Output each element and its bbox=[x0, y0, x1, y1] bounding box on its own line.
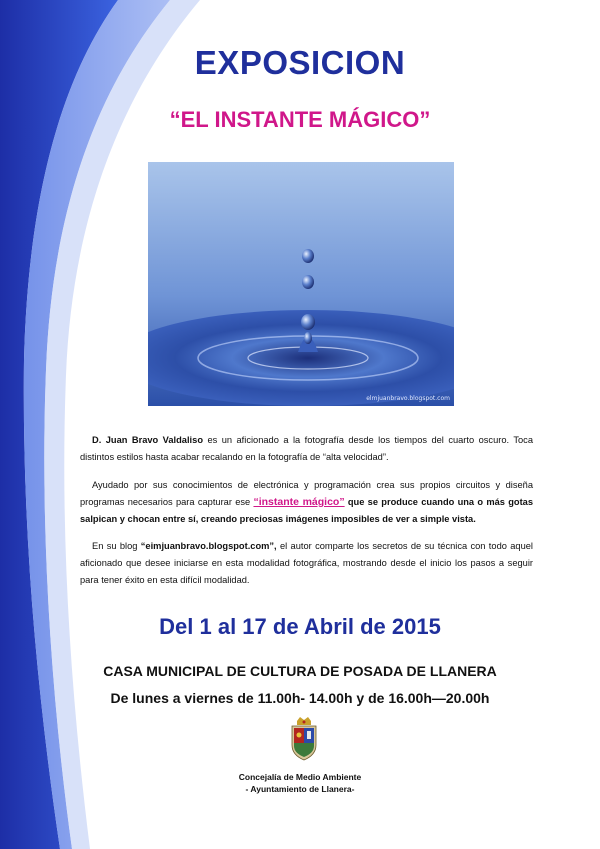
paragraph-3-text-end: el autor comparte los secretos de su técnica con todo aquel aficionado que desee iniciarse en esta modalidad fotográfica, mostrando desde el inicio los pasos a seguir para tener éxito en esta difícil modalidad. bbox=[80, 541, 533, 585]
description-paragraph-2 bbox=[80, 477, 533, 528]
paragraph-3-text: En su blog bbox=[92, 541, 141, 551]
paragraph-2-bold-text: que se produce cuando una o más gotas salpican y chocan entre sí, creando preciosas imágenes imposibles de ver a simple vista. bbox=[80, 497, 534, 524]
exhibition-subtitle: “EL INSTANTE MÁGICO” bbox=[169, 107, 431, 132]
description-paragraph-3 bbox=[80, 538, 533, 589]
exhibition-dates: Del 1 al 17 de Abril de 2015 bbox=[159, 614, 441, 639]
footer-credits bbox=[0, 771, 600, 795]
paragraph-2-text: Ayudado por sus conocimientos de electrónica y programación crea sus propios circuitos y diseña programas necesarios para capturar ese bbox=[80, 480, 533, 507]
highlight-instante-magico: “instante mágico” bbox=[253, 496, 345, 508]
paragraph-1-text: es un aficionado a la fotografía desde los tiempos del cuarto oscuro. Toca distintos estilos hasta acabar recalando en la fotografía de “alta velocidad”. bbox=[80, 435, 534, 462]
water-drop-photo bbox=[148, 162, 454, 406]
exhibition-venue: CASA MUNICIPAL DE CULTURA DE POSADA DE LLANERA bbox=[103, 663, 497, 679]
photo-watermark: elmjuanbravo.blogspot.com bbox=[366, 395, 450, 402]
opening-hours: De lunes a viernes de 11.00h- 14.00h y de 16.00h—20.00h bbox=[110, 690, 490, 706]
coat-of-arms-icon bbox=[289, 717, 319, 761]
footer-council: - Ayuntamiento de Llanera- bbox=[245, 784, 355, 794]
footer-department: Concejalía de Medio Ambiente bbox=[238, 772, 362, 782]
description-paragraph-1 bbox=[80, 432, 533, 466]
exhibition-title: EXPOSICION bbox=[194, 44, 406, 81]
artist-name: D. Juan Bravo Valdaliso bbox=[92, 435, 203, 445]
blog-address: “eimjuanbravo.blogspot.com”, bbox=[140, 541, 277, 551]
